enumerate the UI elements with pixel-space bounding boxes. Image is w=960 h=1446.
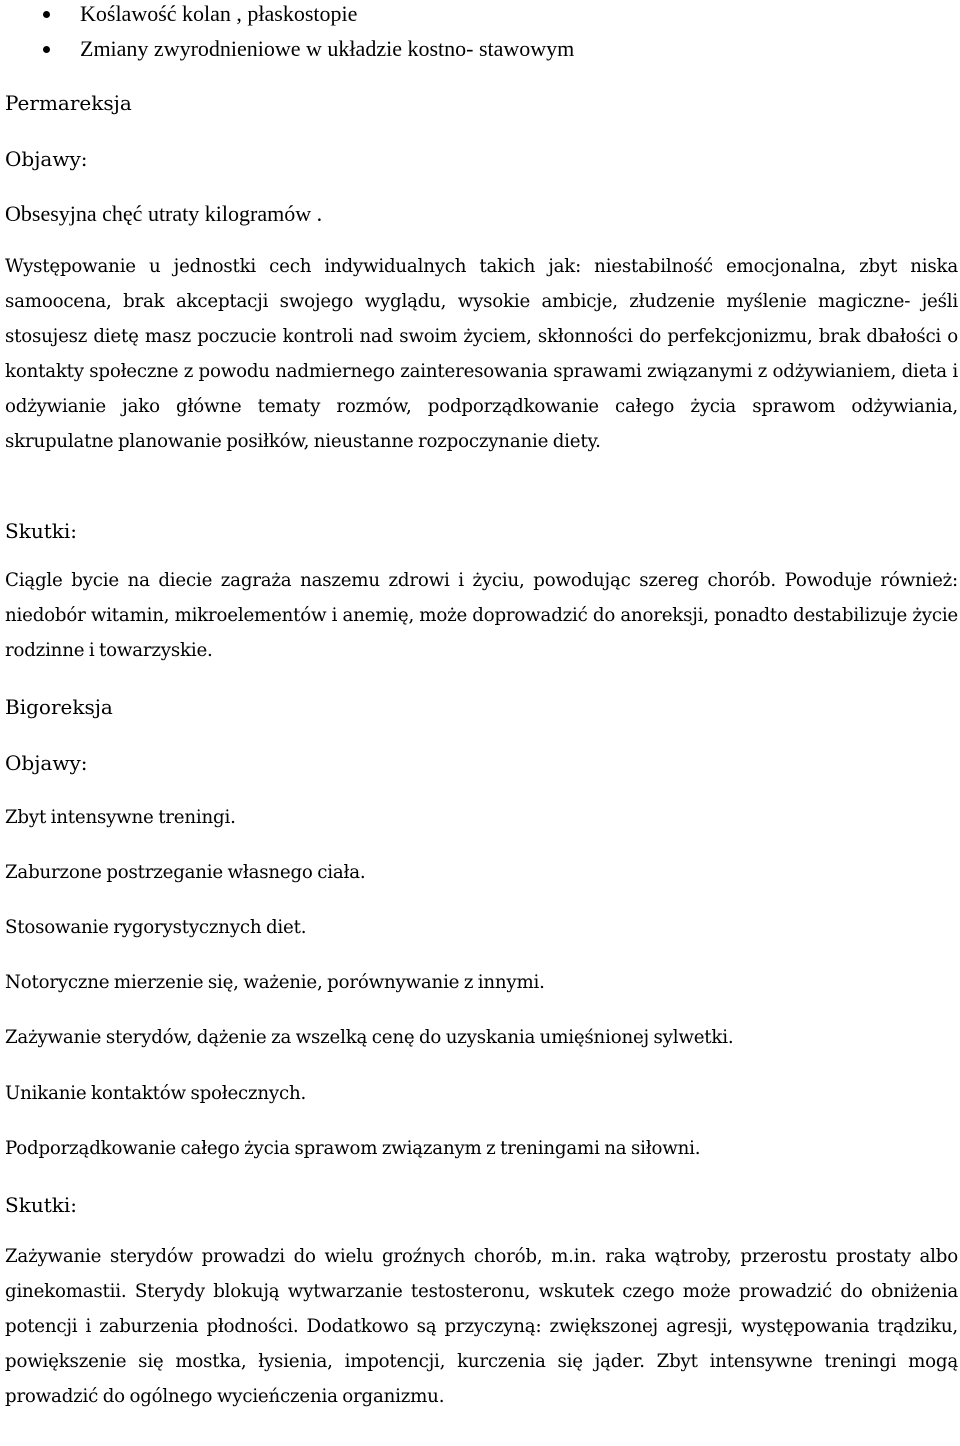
section-heading-permareksja: Permareksja: [5, 91, 132, 115]
skutki-paragraph: Zażywanie sterydów prowadzi do wielu groźnych chorób, m.in. raka wątroby, przerostu prostaty albo ginekomastii. Sterydy blokują wytwarzanie testosteronu, wskutek czego może prowadzić do obniżenia potencji i zaburzenia płodności. Dodatkowo są przyczyną: zwiększonej agresji, występowania trądziku, powiększenie się mostka, łysienia, impotencji, kurczenia się jąder. Zbyt intensywne treningi mogą prowadzić do ogólnego wycieńczenia organizmu.: [5, 1246, 958, 1407]
list-item-text: Koślawość kolan , płaskostopie: [80, 1, 358, 26]
symptom-item: Unikanie kontaktów społecznych.: [5, 1083, 307, 1104]
objawy-label: Objawy:: [5, 751, 88, 775]
objawy-label: Objawy:: [5, 147, 88, 171]
skutki-label: Skutki:: [5, 519, 77, 543]
list-item-text: Zmiany zwyrodnieniowe w układzie kostno- stawowym: [80, 36, 575, 61]
symptom-item: Notoryczne mierzenie się, ważenie, porównywanie z innymi.: [5, 972, 545, 993]
symptom-item: Podporządkowanie całego życia sprawom związanym z treningami na siłowni.: [5, 1138, 701, 1159]
objawy-paragraph: Występowanie u jednostki cech indywidualnych takich jak: niestabilność emocjonalna, zbyt niska samoocena, brak akceptacji swojego wyglądu, wysokie ambicje, złudzenie myślenie magiczne- jeśli stosujesz dietę masz poczucie kontroli nad swoim życiem, skłonności do perfekcjonizmu, brak dbałości o kontakty społeczne z powodu nadmiernego zainteresowania sprawami związanymi z odżywianiem, dieta i odżywianie jako główne tematy rozmów, podporządkowanie całego życia sprawom odżywiania, skrupulatne planowanie posiłków, nieustanne rozpoczynanie diety.: [5, 256, 958, 452]
objawy-intro: Obsesyjna chęć utraty kilogramów .: [5, 201, 323, 226]
symptom-item: Zbyt intensywne treningi.: [5, 807, 236, 828]
symptom-item: Zaburzone postrzeganie własnego ciała.: [5, 862, 366, 883]
section-heading-bigoreksja: Bigoreksja: [5, 695, 113, 719]
skutki-paragraph: Ciągle bycie na diecie zagraża naszemu zdrowi i życiu, powodując szereg chorób. Powoduje również: niedobór witamin, mikroelementów i anemię, może doprowadzić do anoreksji, ponadto destabilizuje życie rodzinne i towarzyskie.: [5, 570, 958, 661]
bullet-icon: [43, 46, 50, 53]
symptom-item: Zażywanie sterydów, dążenie za wszelką cenę do uzyskania umięśnionej sylwetki.: [5, 1027, 734, 1048]
skutki-label: Skutki:: [5, 1193, 77, 1217]
symptom-item: Stosowanie rygorystycznych diet.: [5, 917, 307, 938]
bullet-icon: [43, 11, 50, 18]
